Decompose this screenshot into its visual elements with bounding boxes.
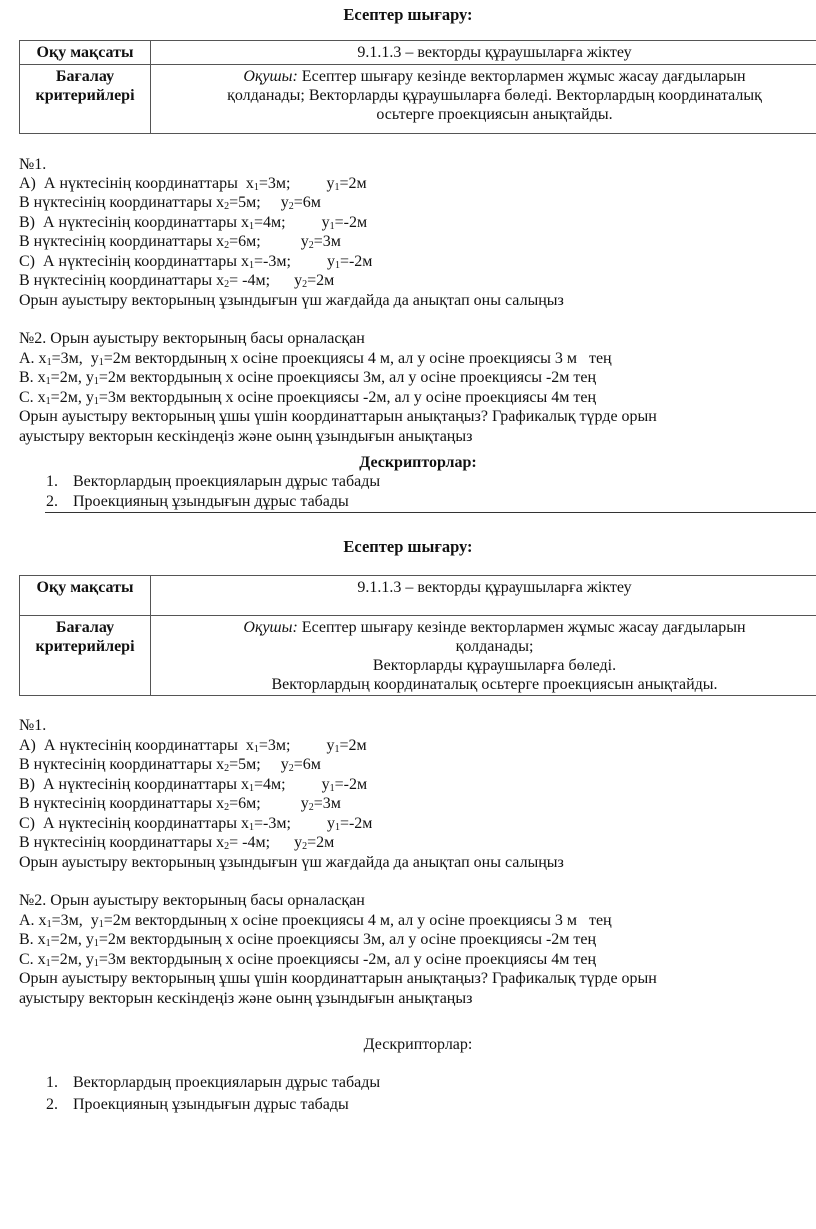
task-line: С) А нүктесінің координаттары $x_1=-3м$; $y_1=-2м$ — [19, 815, 373, 833]
task-instruction: Орын ауыстыру векторының ұзындығын үш жағдайда да анықтап оны салыңыз — [19, 854, 564, 871]
criteria-label-line: критерийлері — [35, 638, 135, 655]
descriptor-item: 2. Проекцияның ұзындығын дұрыс табады — [46, 1096, 349, 1113]
task-question: ауыстыру векторын кескіндеңіз және оынң ұзындығын анықтаңыз — [19, 428, 473, 445]
task-line: В) А нүктесінің координаттары $x_1=4м$; $y_1=-2м$ — [19, 214, 368, 232]
task-heading: №2. Орын ауыстыру векторының басы орналасқан — [19, 892, 365, 909]
task-line: В. $x_1=2м$, $y_1=2м$ вектордының x осіне проекциясы 3м, ал y осіне проекциясы -2м тең — [19, 931, 597, 949]
objectives-table — [19, 575, 816, 696]
task-line: В нүктесінің координаттары $x_2=5м$; $y_2=6м$ — [19, 194, 321, 212]
task-heading: №1. — [19, 156, 47, 173]
criteria-text: Векторлардың координаталық осьтерге проекциясын анықтайды. — [271, 676, 718, 693]
table-row — [20, 576, 816, 616]
criteria-prefix: Оқушы: — [243, 619, 298, 636]
criteria-text: осьтерге проекциясын анықтайды. — [376, 106, 613, 123]
task-line: С. $x_1=2м$, $y_1=3м$ вектордының x осіне проекциясы -2м, ал y осіне проекциясы 4м тең — [19, 951, 597, 969]
task-line: В нүктесінің координаттары $x_2=5м$; $y_2=6м$ — [19, 756, 321, 774]
task-question: Орын ауыстыру векторының ұшы үшін координаттарын анықтаңыз? Графикалық түрде орын — [19, 970, 657, 987]
criteria-label-line: критерийлері — [35, 87, 135, 104]
learning-goal-value: 9.1.1.3 – векторды құраушыларға жіктеу — [151, 41, 816, 65]
task-line: С) А нүктесінің координаттары $x_1=-3м$; $y_1=-2м$ — [19, 253, 373, 271]
section-title: Есептер шығару: — [343, 537, 473, 556]
task-line: А) А нүктесінің координаттары $x_1=3м$; $y_1=2м$ — [19, 737, 367, 755]
task-line: В нүктесінің координаттары $x_2=6м$; $y_2=3м$ — [19, 795, 341, 813]
task-line: В) А нүктесінің координаттары $x_1=4м$; $y_1=-2м$ — [19, 776, 368, 794]
learning-goal-label: Оқу мақсаты — [20, 41, 151, 65]
descriptor-item: 1. Векторлардың проекцияларын дұрыс табады — [46, 1074, 381, 1091]
criteria-prefix: Оқушы: — [243, 68, 298, 85]
criteria-text: қолданады; — [455, 638, 534, 655]
criteria-text: Векторларды құраушыларға бөледі. — [372, 657, 617, 674]
learning-goal-value: 9.1.1.3 – векторды құраушыларға жіктеу — [151, 576, 816, 616]
task-heading: №2. Орын ауыстыру векторының басы орналасқан — [19, 330, 365, 347]
task-line: В нүктесінің координаттары $x_2=6м$; $y_2=3м$ — [19, 233, 341, 251]
task-line: В. $x_1=2м$, $y_1=2м$ вектордының x осіне проекциясы 3м, ал y осіне проекциясы -2м тең — [19, 369, 597, 387]
criteria-value — [151, 616, 816, 696]
descriptor-item: 2. Проекцияның ұзындығын дұрыс табады — [46, 493, 349, 510]
criteria-label-line: Бағалау — [55, 68, 115, 85]
objectives-table — [19, 40, 816, 134]
task-line: В нүктесінің координаттары $x_2= -4м$; $y_2=2м$ — [19, 272, 335, 290]
criteria-label — [20, 65, 151, 134]
task-question: Орын ауыстыру векторының ұшы үшін координаттарын анықтаңыз? Графикалық түрде орын — [19, 408, 657, 425]
table-row — [20, 65, 816, 134]
task-question: ауыстыру векторын кескіндеңіз және оынң ұзындығын анықтаңыз — [19, 990, 473, 1007]
table-row — [20, 616, 816, 696]
section-title: Есептер шығару: — [343, 5, 473, 24]
task-line: В нүктесінің координаттары $x_2= -4м$; $y_2=2м$ — [19, 834, 335, 852]
task-line: А. $x_1=3м$, $y_1=2м$ вектордының x осіне проекциясы 4 м, ал y осіне проекциясы 3 м тең — [19, 912, 612, 930]
descriptor-item: 1. Векторлардың проекцияларын дұрыс табады — [46, 473, 381, 490]
criteria-text: Есептер шығару кезінде векторлармен жұмыс жасау дағдыларын — [297, 619, 746, 636]
criteria-value — [151, 65, 816, 134]
table-row — [20, 41, 816, 65]
task-line: С. $x_1=2м$, $y_1=3м$ вектордының x осіне проекциясы -2м, ал y осіне проекциясы 4м тең — [19, 389, 597, 407]
learning-goal-label: Оқу мақсаты — [20, 576, 151, 616]
criteria-text: қолданады; Векторларды құраушыларға бөледі. Векторлардың координаталық — [227, 87, 762, 104]
criteria-text: Есептер шығару кезінде векторлармен жұмыс жасау дағдыларын — [297, 68, 746, 85]
criteria-label-line: Бағалау — [55, 619, 115, 636]
section-divider — [45, 512, 816, 513]
criteria-label — [20, 616, 151, 696]
task-instruction: Орын ауыстыру векторының ұзындығын үш жағдайда да анықтап оны салыңыз — [19, 292, 564, 309]
task-heading: №1. — [19, 717, 47, 734]
descriptors-heading: Дескрипторлар: — [363, 1036, 473, 1053]
descriptors-heading: Дескрипторлар: — [359, 454, 477, 471]
task-line: А) А нүктесінің координаттары $x_1=3м$; $y_1=2м$ — [19, 175, 367, 193]
task-line: А. $x_1=3м$, $y_1=2м$ вектордының x осіне проекциясы 4 м, ал y осіне проекциясы 3 м тең — [19, 350, 612, 368]
